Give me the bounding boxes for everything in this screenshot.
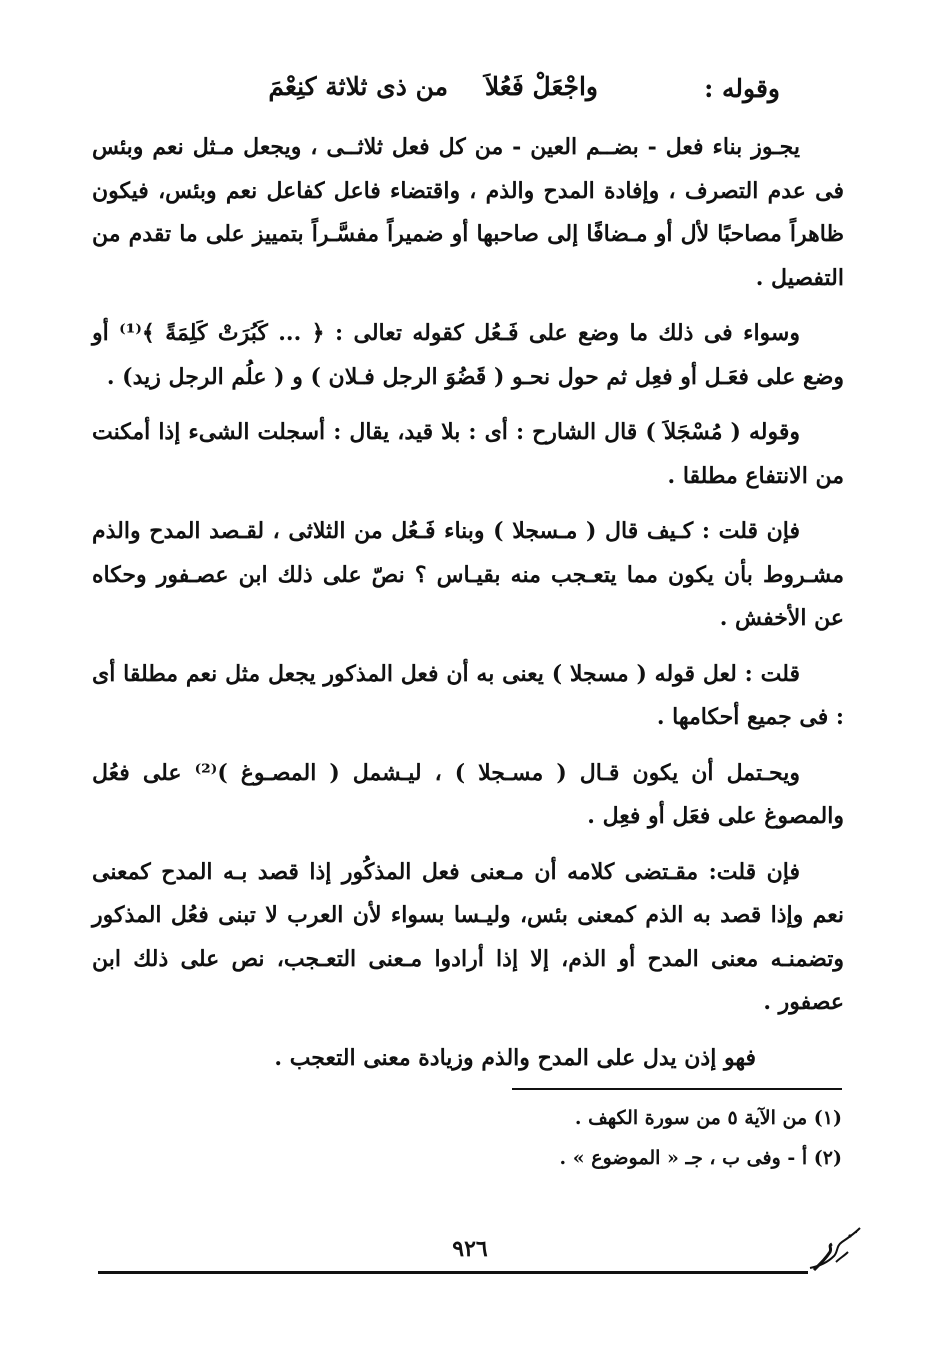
- paragraph: فهو إذن يدل على المدح والذم وزيادة معنى التعجب .: [274, 1044, 756, 1071]
- verse-hemistich-first: واجْعَلْ فَعُلاَ: [484, 72, 598, 101]
- bottom-rule: [98, 1271, 808, 1274]
- verse-hemistich-second: من ذى ثلاثة كنِعْمَ: [268, 72, 448, 101]
- paragraph: فإن قلت : كـيف قال ( مـسجلا ) وبناء فَـعُل من الثلاثى ، لقـصد المدح والذم مشـروط بأن يكون مما يتعـجب منه بقيـاس ؟ نصّ على ذلك ابن عصـفور وحكاه عن الأخفش .: [92, 518, 844, 631]
- body-text: [92, 126, 844, 1092]
- paragraph: يجـوز بناء فعل - بضــم العين - من كل فعل ثلاثــى ، ويجعل مـثل نعم وبئس فى عدم التصرف ، وإفادة المدح والذم ، واقتضاء فاعل كفاعل نعم وبئس، فيكون ظاهراً مصاحبًا لأل أو مـضافًا إلى صاحبها أو ضميراً مفسَّـراً بتمييز على ما تقدم من التفصيل .: [92, 134, 844, 291]
- footnote-2: (٢) أ - وفى ب ، جـ « الموضوع » .: [559, 1147, 842, 1169]
- flourish-ornament-icon: [806, 1222, 862, 1274]
- page-number: ٩٢٦: [452, 1236, 488, 1262]
- footnotes: [420, 1098, 842, 1178]
- paragraph: وسواء فى ذلك ما وضع على فَـعُل كقوله تعالى : ﴿ ... كَبُرَتْ كَلِمَةً ﴾⁽¹⁾ أو وضع على فعَـل أو فعِل ثم حول نحـو ( قَضُوَ الرجل فـلان ) و ( علُم الرجل زيد) .: [92, 320, 844, 390]
- paragraph: قلت : لعل قوله ( مسجلا ) يعنى به أن فعل المذكور يجعل مثل نعم مطلقا أى : فى جميع أحكامها .: [92, 660, 844, 730]
- verse-intro: وقوله :: [704, 74, 780, 103]
- paragraph: وقوله ( مُسْجَلاَ ) قال الشارح : أى : بلا قيد، يقال : أسجلت الشىء إذا أمكنت من الانتفاع مطلقا .: [92, 419, 844, 489]
- verse-header: [180, 72, 780, 116]
- footnote-1: (١) من الآية ٥ من سورة الكهف .: [574, 1107, 842, 1129]
- footnote-separator: [512, 1088, 842, 1090]
- paragraph: ويحـتمل أن يكون قـال ( مسـجلا ) ، ليـشمل ( المصـوغ )⁽²⁾ على فعُل والمصوغ على فعَل أو فعِل .: [92, 759, 844, 829]
- paragraph: فإن قلت: مقـتضى كلامه أن مـعنى فعل المذكُور إذا قصد بـه المدح كمعنى نعم وإذا قصد به الذم كمعنى بئس، وليـسا بسواء لأن العرب لا تبنى فعُل المذكور وتضمنـه معنى المدح أو الذم، إلا إذا أرادوا مـعنى التعـجب، نص على ذلك ابن عصفور .: [92, 858, 844, 1015]
